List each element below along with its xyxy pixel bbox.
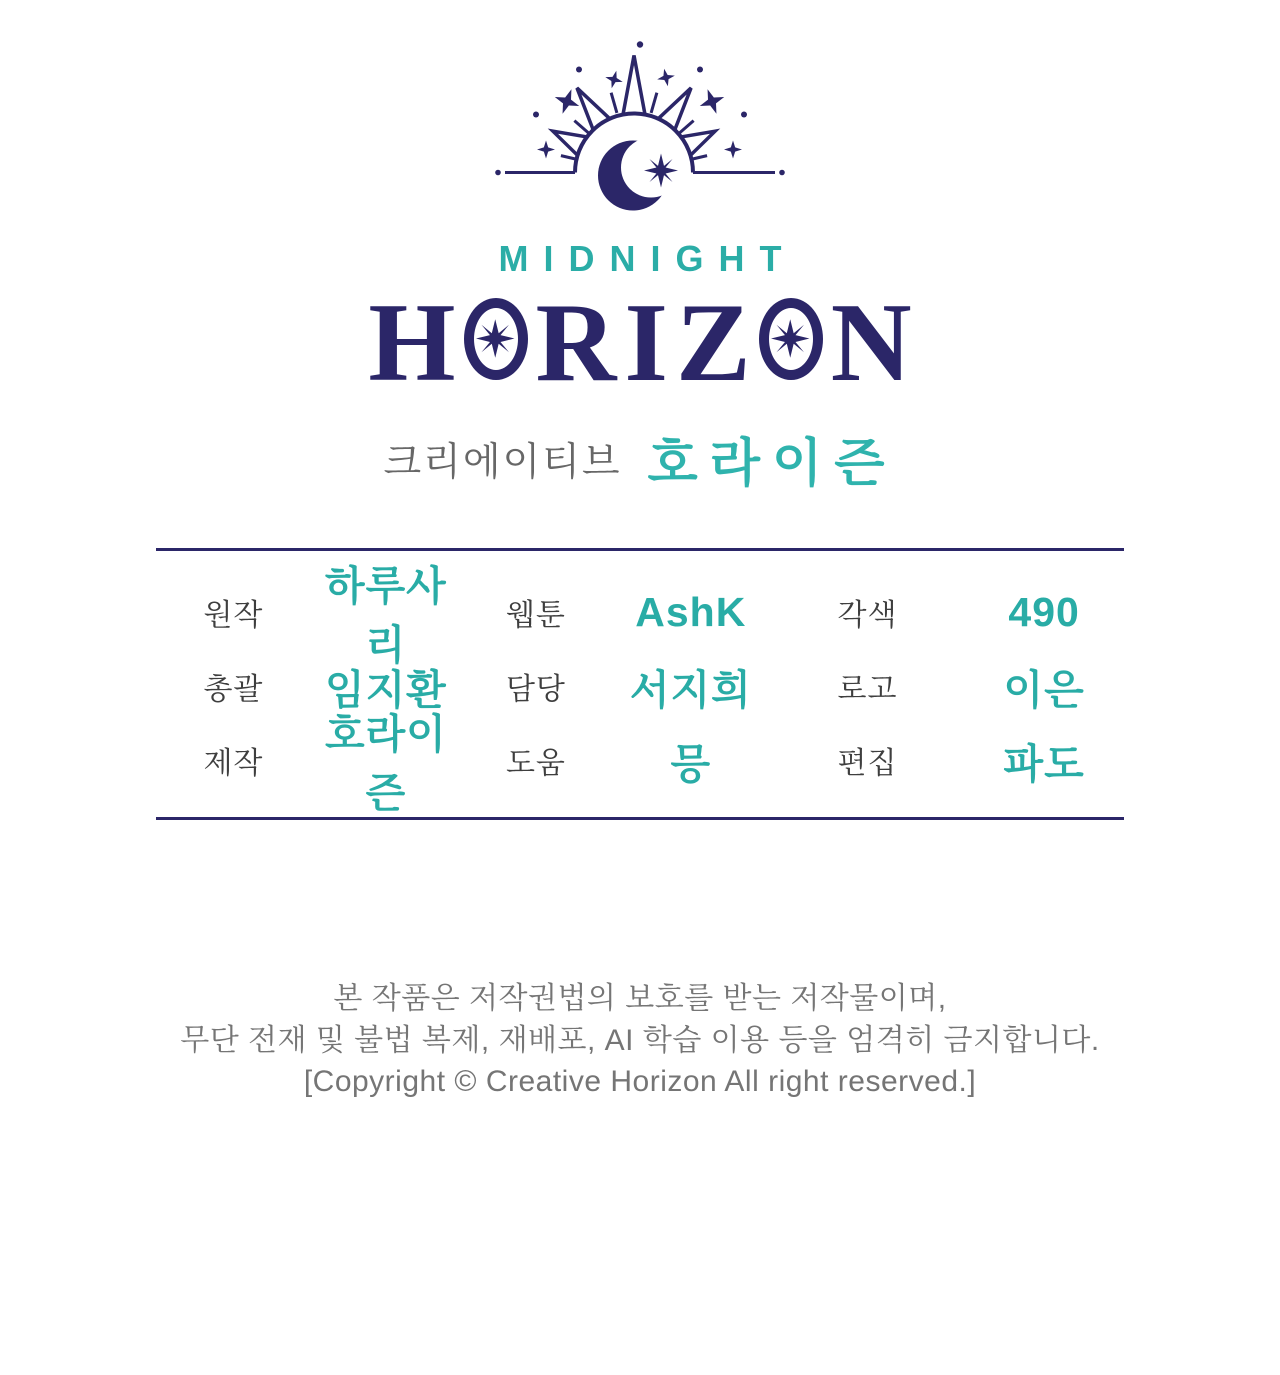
brand-subtitle-brand: 호라이즌 xyxy=(647,436,897,494)
brand-subtitle xyxy=(0,421,1280,496)
title-letter: R xyxy=(535,281,617,405)
copyright-notice xyxy=(0,978,1280,1102)
credit-value: 서지희 xyxy=(629,666,752,713)
brand-subtitle-prefix: 크리에이티브 xyxy=(383,440,622,484)
copyright-line-3: [Copyright © Creative Horizon All right reserved.] xyxy=(303,1065,977,1099)
credit-label: 편집 xyxy=(837,747,898,781)
brand-block xyxy=(0,0,1280,496)
credit-value: 490 xyxy=(1008,588,1080,635)
credit-value: 하루사리 xyxy=(324,563,447,669)
credit-value: 이은 xyxy=(1003,666,1085,713)
credits-table xyxy=(156,548,1124,820)
compass-star-o-letter xyxy=(759,298,823,380)
copyright-line-2: 무단 전재 및 불법 복제, 재배포, AI 학습 이용 등을 엄격히 금지합니다. xyxy=(180,1023,1100,1057)
credit-value: 믕 xyxy=(670,740,712,787)
credit-label: 담당 xyxy=(505,673,566,707)
credit-value: 호라이즌 xyxy=(324,711,447,817)
compass-star-o-letter xyxy=(464,298,528,380)
sun-crescent-moon-star-icon xyxy=(490,36,790,224)
title-letter: N xyxy=(830,281,912,405)
credit-value: AshK xyxy=(635,588,747,635)
title-letter: I xyxy=(624,281,668,405)
credit-label: 웹툰 xyxy=(505,599,566,633)
credits-grid xyxy=(156,551,1124,817)
credit-value: 임지환 xyxy=(324,666,447,713)
brand-wordmark-midnight: MIDNIGHT xyxy=(498,238,797,279)
credit-label: 제작 xyxy=(203,747,264,781)
title-letter: H xyxy=(368,281,456,405)
credit-label: 로고 xyxy=(837,673,898,707)
credit-label: 총괄 xyxy=(203,673,264,707)
brand-wordmark-horizon xyxy=(0,281,1280,405)
credit-value: 파도 xyxy=(1003,740,1085,787)
credit-label: 원작 xyxy=(203,599,264,633)
title-letter: Z xyxy=(676,281,751,405)
credits-bottom-rule xyxy=(156,817,1124,820)
credit-label: 각색 xyxy=(837,599,898,633)
credit-label: 도움 xyxy=(505,747,566,781)
copyright-line-1: 본 작품은 저작권법의 보호를 받는 저작물이며, xyxy=(333,982,947,1016)
